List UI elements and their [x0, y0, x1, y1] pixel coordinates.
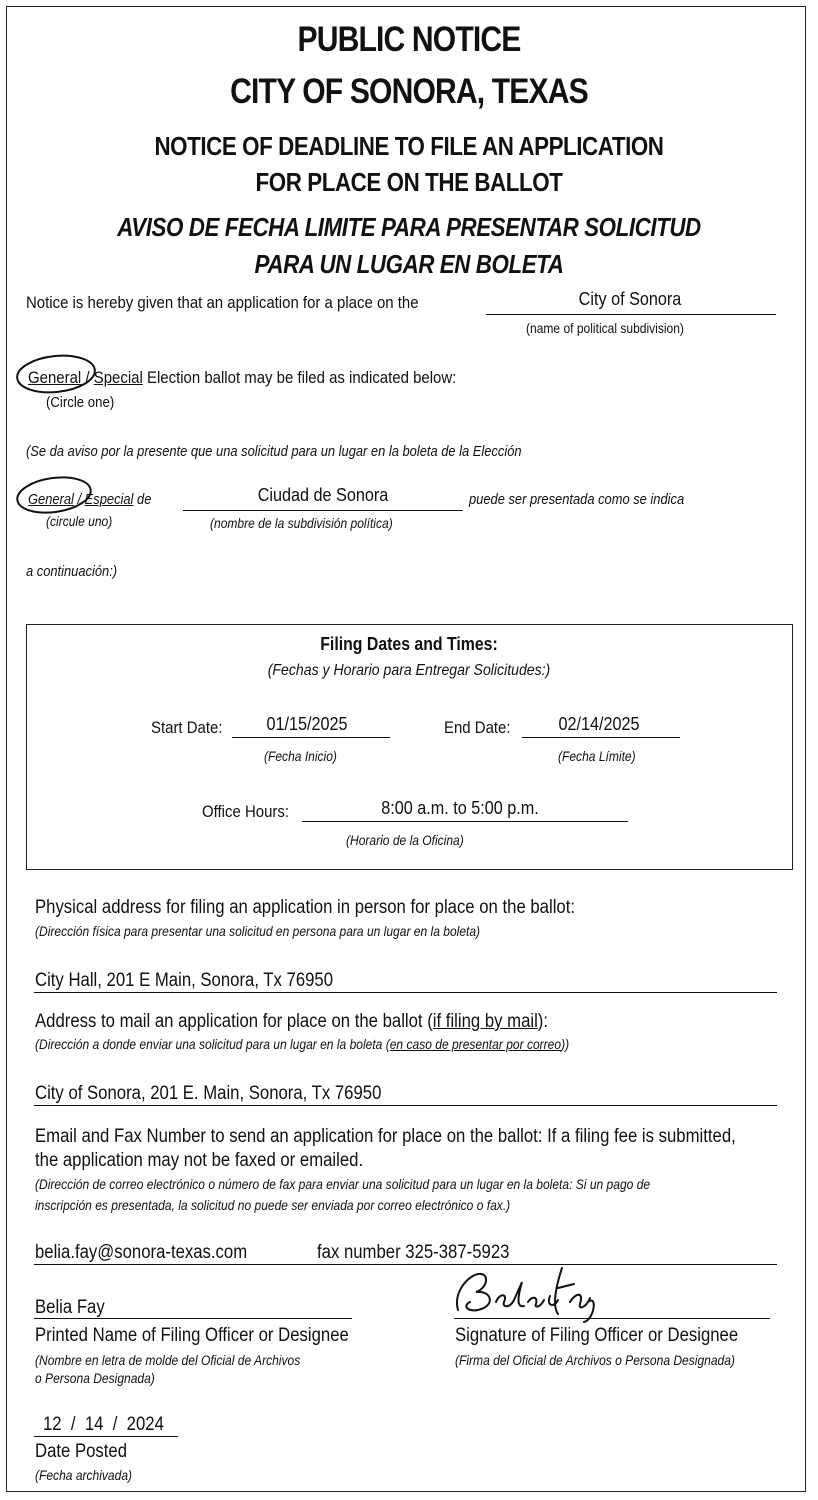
- start-date-label: Start Date:: [151, 718, 223, 737]
- mail-label-es-end: )): [561, 1036, 570, 1052]
- mail-label-underlined: if filing by mail: [432, 1011, 538, 1032]
- es-intro: (Se da aviso por la presente que una solicitud para un lugar en la boleta de la Elección: [26, 443, 522, 460]
- end-date-label: End Date:: [444, 718, 511, 737]
- choice-line-es: [28, 491, 151, 508]
- es-option-general: General: [28, 491, 74, 508]
- filing-title-wrap: [0, 634, 818, 655]
- es-option-special: Especial: [84, 491, 134, 508]
- subdivision-value: City of Sonora: [578, 289, 682, 309]
- election-text: Election ballot may be filed as indicated below:: [146, 368, 457, 387]
- header-line2-wrap: [0, 72, 818, 112]
- end-date-caption: (Fecha Límite): [558, 748, 636, 764]
- start-date-line: [232, 737, 390, 738]
- signature-label-es: (Firma del Oficial de Archivos o Persona Designada): [455, 1352, 735, 1368]
- filing-subtitle: (Fechas y Horario para Entregar Solicitudes:): [267, 662, 551, 679]
- date-day: 14: [84, 1414, 104, 1435]
- end-date-value: 02/14/2025: [558, 714, 640, 734]
- date-posted-label: Date Posted: [35, 1441, 128, 1462]
- email-value: belia.fay@sonora-texas.com: [35, 1242, 248, 1263]
- physical-label-es: (Dirección física para presentar una solicitud en persona para un lugar en la boleta): [35, 923, 481, 939]
- signature-line: [454, 1318, 770, 1319]
- es-subdivision-value: Ciudad de Sonora: [257, 485, 389, 505]
- email-label-2: the application may not be faxed or emailed.: [35, 1150, 364, 1171]
- subdivision-caption: (name of political subdivision): [526, 320, 684, 336]
- office-hours-line: [302, 821, 628, 822]
- date-year: 2024: [126, 1414, 164, 1435]
- header-public-notice: PUBLIC NOTICE: [297, 20, 521, 59]
- header-city: CITY OF SONORA, TEXAS: [230, 72, 588, 111]
- header-line1-wrap: [0, 20, 818, 60]
- header-aviso-title-2: PARA UN LUGAR EN BOLETA: [254, 249, 564, 279]
- es-subdivision-caption: (nombre de la subdivisión política): [210, 515, 393, 531]
- email-line: [34, 1264, 777, 1265]
- mail-label-es-underlined: en caso de presentar por correo: [389, 1036, 562, 1052]
- es-circle-one-hint: (circule uno): [46, 513, 113, 529]
- es-tail: puede ser presentada como se indica: [469, 491, 685, 508]
- mail-label-start: Address to mail an application for place on the ballot (: [35, 1011, 433, 1032]
- printed-name-value: Belia Fay: [35, 1297, 105, 1318]
- notice-intro: Notice is hereby given that an application for a place on the: [26, 293, 419, 312]
- circle-one-hint: (Circle one): [46, 394, 115, 411]
- printed-name-label-es-1: (Nombre en letra de molde del Oficial de Archivos: [35, 1352, 301, 1368]
- mail-label-end: ):: [537, 1011, 549, 1032]
- email-label-es-1: (Dirección de correo electrónico o número de fax para enviar una solicitud para un lugar en la boleta: Si un pago de: [35, 1176, 651, 1192]
- mail-label-es: [35, 1036, 569, 1052]
- office-hours-label: Office Hours:: [202, 802, 290, 821]
- printed-name-line: [34, 1318, 352, 1319]
- es-subdivision-line: [183, 510, 463, 511]
- header-line3-wrap: [0, 131, 818, 162]
- filing-title: Filing Dates and Times:: [320, 634, 498, 654]
- es-de: de: [137, 491, 152, 508]
- option-general: General: [28, 368, 82, 387]
- physical-line: [34, 992, 777, 993]
- filing-subtitle-wrap: [0, 662, 818, 680]
- subdivision-line: [486, 314, 776, 315]
- header-line6-wrap: [0, 249, 818, 280]
- start-date-value: 01/15/2025: [266, 714, 348, 734]
- choice-line-en: [28, 368, 456, 388]
- mail-label-es-start: (Dirección a donde enviar una solicitud para un lugar en la boleta (: [35, 1036, 390, 1052]
- mail-line: [34, 1105, 777, 1106]
- header-line5-wrap: [0, 212, 818, 243]
- date-posted-value: [43, 1414, 164, 1436]
- mail-value: City of Sonora, 201 E. Main, Sonora, Tx 76950: [35, 1083, 382, 1104]
- date-month: 12: [43, 1414, 62, 1435]
- printed-name-label-es-2: o Persona Designada): [35, 1370, 155, 1386]
- header-notice-title-2: FOR PLACE ON THE BALLOT: [255, 167, 563, 197]
- option-special: Special: [93, 368, 143, 387]
- email-label-es-2: inscripción es presentada, la solicitud no puede ser enviada por correo electrónico o fax.): [35, 1197, 511, 1213]
- date-posted-label-es: (Fecha archivada): [35, 1467, 133, 1483]
- date-posted-line: [34, 1436, 178, 1437]
- end-date-line: [522, 737, 680, 738]
- date-sep-1: /: [70, 1414, 76, 1435]
- es-continuation: a continuación:): [26, 563, 118, 580]
- header-line4-wrap: [0, 167, 818, 198]
- option-slash: /: [85, 368, 90, 387]
- physical-label: Physical address for filing an application in person for place on the ballot:: [35, 897, 576, 918]
- signature: [448, 1262, 608, 1324]
- email-label-1: Email and Fax Number to send an application for place on the ballot: If a filing fee is submitted,: [35, 1126, 736, 1147]
- signature-label: Signature of Filing Officer or Designee: [455, 1325, 739, 1346]
- header-notice-title: NOTICE OF DEADLINE TO FILE AN APPLICATION: [154, 131, 664, 161]
- start-date-caption: (Fecha Inicio): [264, 748, 337, 764]
- mail-label: [35, 1011, 548, 1033]
- office-hours-caption: (Horario de la Oficina): [346, 832, 464, 848]
- fax-value: fax number 325-387-5923: [317, 1242, 510, 1263]
- header-aviso-title: AVISO DE FECHA LIMITE PARA PRESENTAR SOLICITUD: [117, 212, 701, 242]
- date-sep-2: /: [112, 1414, 118, 1435]
- es-option-slash: /: [77, 491, 82, 508]
- physical-value: City Hall, 201 E Main, Sonora, Tx 76950: [35, 970, 334, 991]
- printed-name-label: Printed Name of Filing Officer or Designee: [35, 1325, 349, 1346]
- office-hours-value: 8:00 a.m. to 5:00 p.m.: [381, 798, 539, 818]
